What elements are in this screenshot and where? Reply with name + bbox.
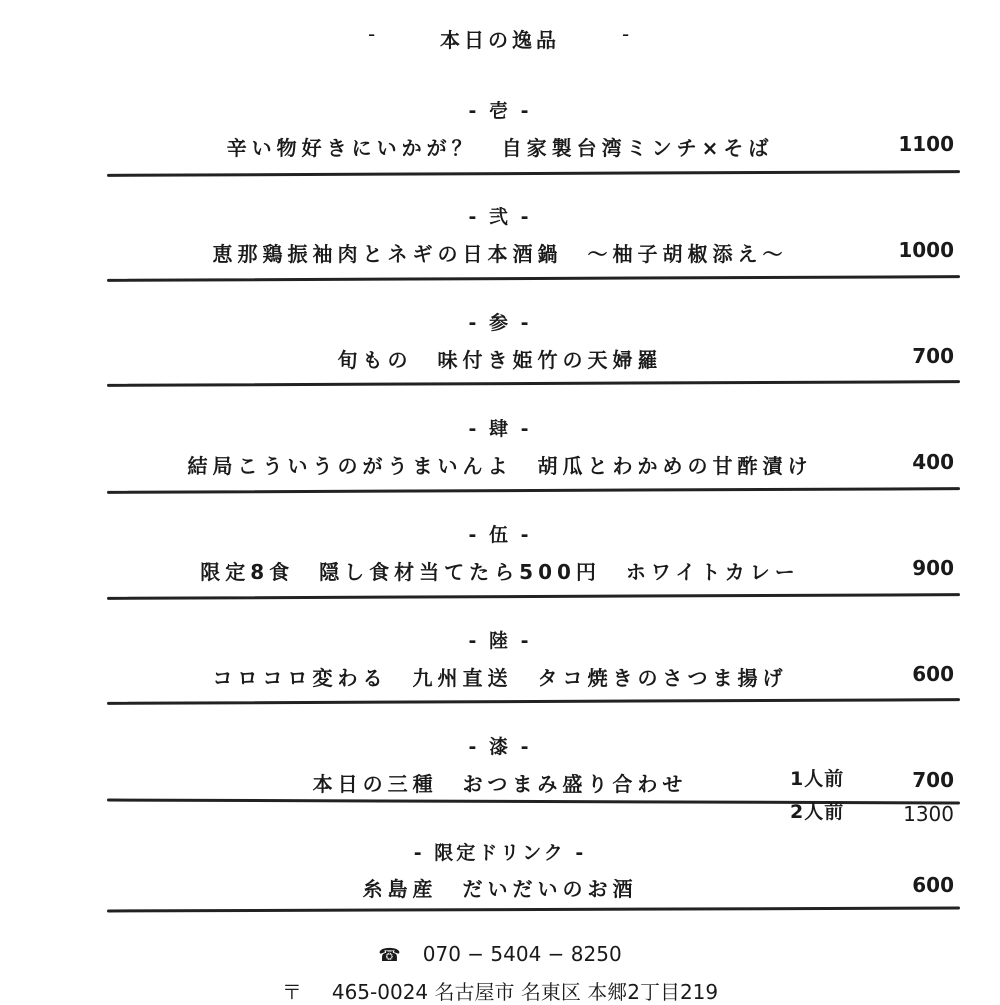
item-price: 700 bbox=[912, 768, 954, 792]
item-name: 辛い物好きにいかが？ 自家製台湾ミンチ×そば bbox=[226, 136, 774, 160]
postal-mark-icon: 〒 bbox=[281, 980, 302, 1004]
item-name: 恵那鶏振袖肉とネギの日本酒鍋 ～柚子胡椒添え～ bbox=[212, 242, 788, 266]
divider-line bbox=[107, 593, 960, 600]
divider-line bbox=[107, 170, 960, 177]
section-label: - 漆 - bbox=[468, 736, 532, 758]
item-price: 900 bbox=[912, 556, 954, 580]
item-price: 1300 bbox=[903, 802, 954, 826]
item-price: 1000 bbox=[898, 238, 954, 262]
header-dash-left: - bbox=[368, 22, 376, 46]
phone-line bbox=[0, 942, 1000, 966]
item-name: コロコロ変わる 九州直送 タコ焼きのさつま揚げ bbox=[212, 666, 788, 690]
address: 465-0024 名古屋市 名東区 本郷2丁目219 bbox=[331, 980, 719, 1004]
portion-label: 1人前 bbox=[790, 768, 845, 790]
item-name: 本日の三種 おつまみ盛り合わせ bbox=[312, 772, 688, 796]
telephone-icon: ☎ bbox=[378, 945, 401, 966]
section-label: - 肆 - bbox=[468, 418, 532, 440]
item-name: 糸島産 だいだいのお酒 bbox=[362, 877, 638, 901]
portion-label: 2人前 bbox=[790, 801, 845, 823]
section-label: - 伍 - bbox=[468, 524, 532, 546]
item-price: 600 bbox=[912, 873, 954, 897]
item-name: 結局こういうのがうまいんよ 胡瓜とわかめの甘酢漬け bbox=[187, 454, 813, 478]
section-label: - 弐 - bbox=[468, 206, 532, 228]
header-dash-right: - bbox=[622, 22, 630, 46]
section-label: - 参 - bbox=[468, 312, 532, 334]
item-price: 400 bbox=[912, 450, 954, 474]
divider-line bbox=[107, 907, 960, 913]
address-line bbox=[0, 976, 1000, 1005]
section-label: - 限定ドリンク - bbox=[413, 842, 587, 864]
divider-line bbox=[107, 487, 960, 494]
item-price: 1100 bbox=[898, 132, 954, 156]
item-price: 700 bbox=[912, 344, 954, 368]
page-title: 本日の逸品 bbox=[440, 28, 560, 52]
divider-line bbox=[107, 275, 960, 282]
item-name: 限定8食 隠し食材当てたら500円 ホワイトカレー bbox=[200, 560, 800, 584]
section-label: - 壱 - bbox=[468, 100, 532, 122]
item-name: 旬もの 味付き姫竹の天婦羅 bbox=[337, 348, 663, 372]
section-label: - 陸 - bbox=[468, 630, 532, 652]
divider-line bbox=[107, 380, 960, 387]
phone-number: 070 − 5404 − 8250 bbox=[422, 942, 622, 966]
divider-line bbox=[107, 698, 960, 705]
item-price: 600 bbox=[912, 662, 954, 686]
